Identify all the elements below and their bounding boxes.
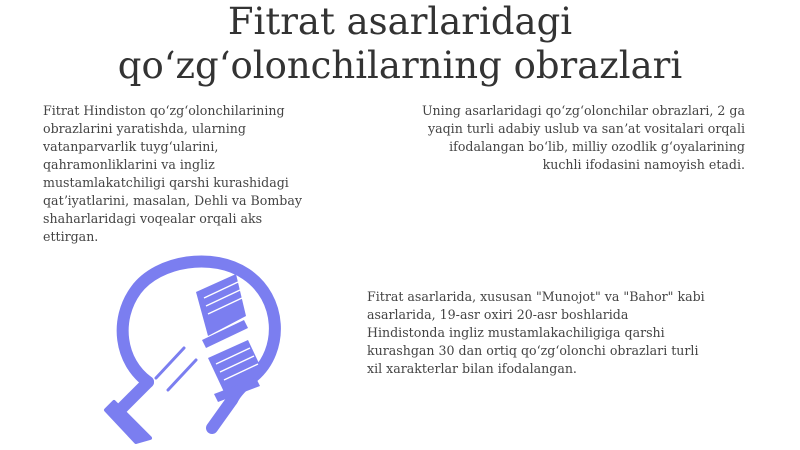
text-line: shaharlaridagi voqealar orqali aks: [43, 211, 263, 226]
text-line: qahramonliklarini va ingliz: [43, 157, 215, 172]
text-line: vatanparvarlik tuygʻularini,: [43, 139, 219, 154]
slide-title: [0, 0, 800, 88]
text-line: ifodalangan boʻlib, milliy ozodlik gʻoyalarining: [449, 139, 745, 154]
lightbulb-book-icon: [96, 250, 316, 450]
text-line: obrazlarini yaratishda, ularning: [43, 121, 246, 136]
text-line: xil xarakterlar bilan ifodalangan.: [367, 361, 577, 376]
text-line: ettirgan.: [43, 229, 99, 244]
text-line: asarlarida, 19-asr oxiri 20-asr boshlarida: [367, 307, 629, 322]
right-text-block: [385, 102, 745, 174]
title-line-2: qoʻzgʻolonchilarning obrazlari: [117, 44, 683, 87]
bottom-text-block: [367, 288, 752, 378]
text-line: Fitrat asarlarida, xususan "Munojot" va "Bahor" kabi: [367, 289, 705, 304]
title-line-1: Fitrat asarlaridagi: [227, 0, 573, 43]
left-text-block: [43, 102, 343, 246]
text-line: Fitrat Hindiston qoʻzgʻolonchilarining: [43, 103, 285, 118]
text-line: kuchli ifodasini namoyish etadi.: [542, 157, 745, 172]
text-line: qatʼiyatlarini, masalan, Dehli va Bombay: [43, 193, 302, 208]
text-line: kurashgan 30 dan ortiq qoʻzgʻolonchi obrazlari turli: [367, 343, 699, 358]
text-line: Uning asarlaridagi qoʻzgʻolonchilar obrazlari, 2 ga: [421, 103, 745, 118]
text-line: Hindistonda ingliz mustamlakachiligiga qarshi: [367, 325, 665, 340]
text-line: mustamlakatchiligi qarshi kurashidagi: [43, 175, 289, 190]
text-line: yaqin turli adabiy uslub va sanʼat vositalari orqali: [428, 121, 745, 136]
